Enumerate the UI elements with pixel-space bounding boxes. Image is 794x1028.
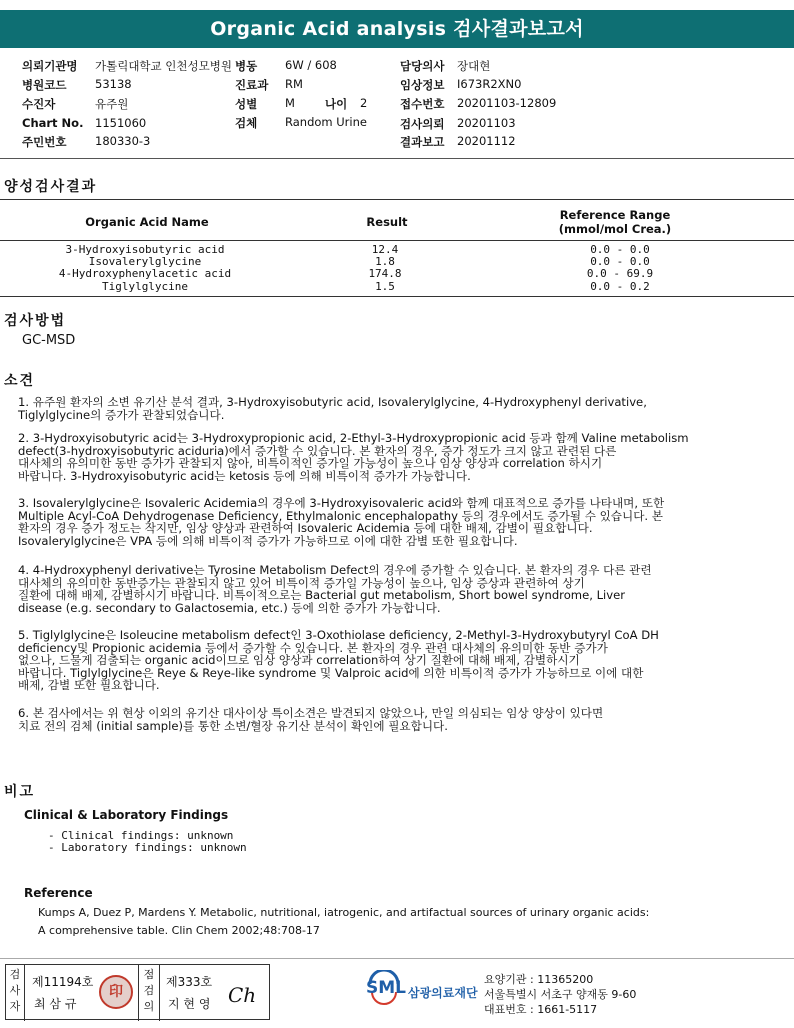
tester-label-char: 검 — [9, 968, 21, 981]
tester-label — [6, 965, 25, 1021]
info-label-resident-no: 주민번호 — [22, 135, 67, 149]
row-name: Tiglylglycine — [101, 280, 189, 293]
reviewer-label-char: 검 — [143, 984, 155, 997]
finding-paragraph-2: 2. 3-Hydroxyisobutyric acid는 3-Hydroxypropionic acid, 2-Ethyl-3-Hydroxypropionic acid 등과 함께 Valine metabolism defect(3-hydroxyisobutyric aciduria)에서 증가할 수 있습니다. 본 환자의 경우, 증가 정도가 크지 않고 관련된 다른 대사체의 유의미한 동반 증가가 관찰되지 않아, 비특이적인 증가일 가능성이 높으나 임상 양상과 correlation 하시기 바랍니다. 3-Hydroxyisobutyric acid는 ketosis 등에 의해 비특이적 증가가 가능합니다. — [18, 431, 689, 483]
info-label-request-date: 검사의뢰 — [400, 117, 445, 131]
col-header-name: Organic Acid Name — [85, 215, 209, 229]
clinical-findings-title: Clinical & Laboratory Findings — [24, 808, 229, 822]
info-value-specimen: Random Urine — [285, 115, 367, 129]
info-label-chart-no: Chart No. — [22, 116, 84, 130]
org-phone: 대표번호 : 1661-5117 — [484, 1003, 598, 1016]
reviewer-signature: Ch — [228, 983, 257, 1007]
reviewer-name: 지 현 영 — [168, 997, 211, 1011]
info-label-specimen: 검체 — [235, 116, 258, 130]
info-value-hospital-code: 53138 — [95, 77, 132, 91]
clinical-findings-item: - Clinical findings: unknown — [48, 829, 234, 842]
row-result: 1.5 — [375, 280, 395, 293]
row-result: 1.8 — [375, 255, 395, 268]
footer-divider — [0, 958, 794, 959]
reviewer-label — [138, 965, 160, 1021]
tester-license-no: 제11194호 — [32, 975, 94, 989]
finding-paragraph-1: 1. 유주원 환자의 소변 유기산 분석 결과, 3-Hydroxyisobutyric acid, Isovalerylglycine, 4-Hydroxyphenyl derivative, Tiglylglycine의 증가가 관찰되었습니다. — [18, 395, 647, 422]
info-label-doctor: 담당의사 — [400, 59, 445, 73]
tester-name: 최 삼 규 — [34, 997, 77, 1011]
table-bottom-rule — [0, 296, 794, 297]
row-result: 174.8 — [368, 267, 402, 280]
table-header-rule — [0, 240, 794, 241]
reviewer-label-char: 의 — [143, 1000, 155, 1013]
info-value-ward: 6W / 608 — [285, 58, 337, 72]
reference-line-2: A comprehensive table. Clin Chem 2002;48:708-17 — [38, 924, 320, 937]
info-label-department: 진료과 — [235, 78, 269, 92]
finding-paragraph-4: 4. 4-Hydroxyphenyl derivative는 Tyrosine Metabolism Defect의 경우에 증가할 수 있습니다. 본 환자의 경우 다른 관련 대사체의 유의미한 동반증가는 관찰되지 않고 있어 비특이적 증가일 가능성이 높으나, 임상 증상과 관련하여 상기 질환에 대해 배제, 감별하시기 바랍니다. 비특이적으로는 Bacterial gut metabolism, Short bowel syndrome, Liver disease (e.g. secondary to Galactosemia, etc.) 등에 의한 증가가 가능합니다. — [18, 563, 652, 615]
org-address: 서울특별시 서초구 양재동 9-60 — [484, 988, 637, 1001]
table-top-rule — [0, 199, 794, 200]
row-range: 0.0 - 69.9 — [586, 267, 654, 280]
info-label-report-date: 결과보고 — [400, 135, 445, 149]
info-value-request-date: 20201103 — [457, 116, 516, 130]
ref-range-label: Reference Range — [559, 208, 671, 222]
org-code: 요양기관 : 11365200 — [484, 973, 594, 986]
info-value-department: RM — [285, 77, 303, 91]
info-value-receipt-no: 20201103-12809 — [457, 96, 557, 110]
info-label-receipt-no: 접수번호 — [400, 97, 445, 111]
reference-title: Reference — [24, 886, 93, 900]
info-label-hospital-code: 병원코드 — [22, 78, 67, 92]
info-value-report-date: 20201112 — [457, 134, 516, 148]
info-label-patient: 수진자 — [22, 97, 56, 111]
finding-paragraph-6: 6. 본 검사에서는 위 현상 이외의 유기산 대사이상 특이소견은 발견되지 않았으나, 만일 의심되는 임상 양상이 있다면 치료 전의 검체 (initial sample)를 통한 소변/혈장 유기산 분석이 확인에 필요합니다. — [18, 706, 604, 733]
table-row — [45, 281, 245, 293]
row-name: 4-Hydroxyphenylacetic acid — [58, 267, 232, 280]
reviewer-license-no: 제333호 — [166, 975, 213, 989]
tester-seal-icon: 印 — [99, 975, 133, 1009]
info-value-clinical-info: I673R2XN0 — [457, 77, 522, 91]
ref-unit-label: (mmol/mol Crea.) — [558, 222, 672, 236]
col-header-result: Result — [366, 215, 408, 229]
info-value-age: 2 — [360, 96, 368, 110]
report-title: Organic Acid analysis 검사결과보고서 — [0, 10, 794, 48]
info-label-sex: 성별 — [235, 97, 258, 111]
row-name: 3-Hydroxyisobutyric acid — [65, 243, 225, 256]
remarks-heading: 비고 — [4, 784, 36, 800]
info-label-clinical-info: 임상정보 — [400, 78, 445, 92]
divider — [0, 158, 794, 159]
info-value-chart-no: 1151060 — [95, 116, 147, 130]
info-value-sex: M — [285, 96, 295, 110]
col-header-ref — [535, 208, 695, 236]
tester-label-char: 사 — [9, 984, 21, 997]
info-value-patient: 유주원 — [95, 97, 129, 111]
method-value: GC-MSD — [22, 333, 76, 348]
info-value-doctor: 장대현 — [457, 59, 491, 73]
signature-box — [5, 964, 270, 1020]
info-value-resident-no: 180330-3 — [95, 134, 151, 148]
row-range: 0.0 - 0.2 — [590, 280, 650, 293]
finding-paragraph-5: 5. Tiglylglycine은 Isoleucine metabolism defect인 3-Oxothiolase deficiency, 2-Methyl-3-Hydroxybutyryl CoA DH deficiency및 Propionic acidemia 등에서 증가할 수 있습니다. 본 환자의 경우 관련 대사체의 유의미한 동반 증가가 없으나, 드물게 검출되는 organic acid이므로 임상 양상과 correlation하여 상기 질환에 대해 배제, 감별하시기 바랍니다. Tiglylglycine은 Reye & Reye-like syndrome 및 Valproic acid에 의한 비특이적 증가가 가능하므로 이에 대한 배제, 감별 또한 필요합니다. — [18, 628, 659, 693]
info-label-age: 나이 — [325, 97, 348, 111]
table-row — [45, 268, 245, 280]
method-heading: 검사방법 — [4, 313, 67, 329]
row-result: 12.4 — [371, 243, 399, 256]
findings-heading: 소견 — [4, 373, 36, 389]
info-value-institution: 가톨릭대학교 인천성모병원 — [95, 59, 232, 73]
sml-logo-text: SML — [366, 978, 406, 998]
finding-paragraph-3: 3. Isovalerylglycine은 Isovaleric Acidemia의 경우에 3-Hydroxyisovaleric acid와 함께 대표적으로 증가를 나타내며, 또한 Multiple Acyl-CoA Dehydrogenase Deficiency, Ethylmalonic encephalopathy 등의 경우에서도 증가될 수 있습니다. 본 환자의 경우 증가 정도는 작지만, 임상 양상과 관련하여 Isovaleric Acidemia 등에 대한 배제, 감별이 필요합니다. Isovalerylglycine은 VPA 등에 의해 비특이적 증가가 가능하므로 이에 대한 감별 또한 필요합니다. — [18, 496, 665, 548]
row-range: 0.0 - 0.0 — [590, 243, 650, 256]
tester-label-char: 자 — [9, 1000, 21, 1013]
results-heading: 양성검사결과 — [4, 179, 98, 195]
row-range: 0.0 - 0.0 — [590, 255, 650, 268]
info-row-institution: 의뢰기관명 — [22, 59, 78, 73]
reference-line-1: Kumps A, Duez P, Mardens Y. Metabolic, nutritional, iatrogenic, and artifactual sources of urinary organic acids: — [38, 906, 650, 919]
laboratory-findings-item: - Laboratory findings: unknown — [48, 841, 247, 854]
row-name: Isovalerylglycine — [88, 255, 202, 268]
org-name: 삼광의료재단 — [408, 986, 478, 1000]
reviewer-label-char: 점 — [143, 968, 155, 981]
info-label-ward: 병동 — [235, 59, 258, 73]
